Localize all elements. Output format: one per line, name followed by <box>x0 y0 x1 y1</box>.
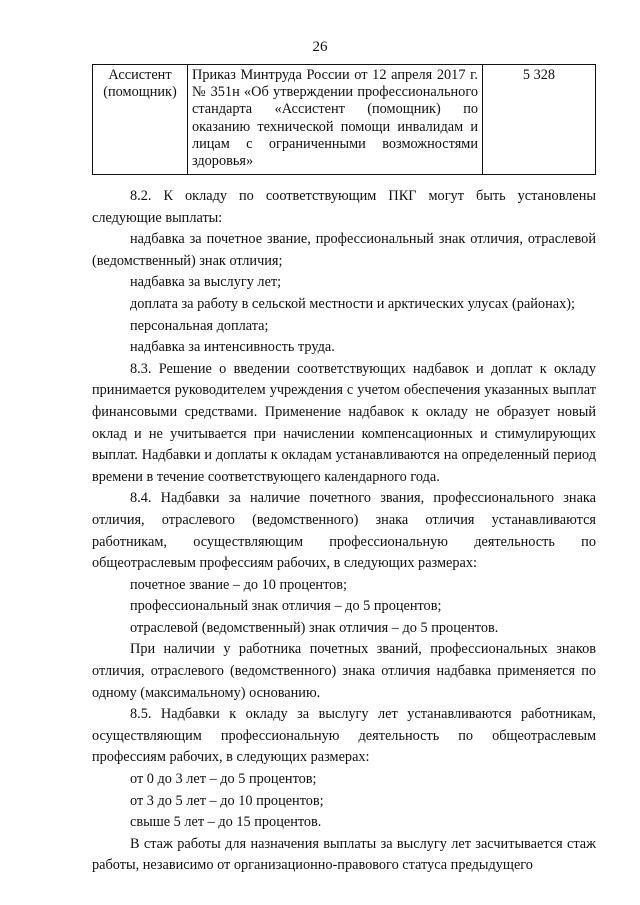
paragraph: 8.5. Надбавки к окладу за выслугу лет устанавливаются работникам, осуществляющим профессиональную деятельность по общеотраслевым профессиям рабочих, в следующих размерах: <box>92 706 596 766</box>
page-number: 26 <box>312 39 328 55</box>
paragraph: 8.3. Решение о введении соответствующих надбавок и доплат к окладу принимается руководителем учреждения с учетом обеспечения указанных выплат финансовыми средствами. Применение надбавок к окладу не образует новый оклад и не учитывается при начислении компенсационных и стимулирующих выплат. Надбавки и доплаты к окладам устанавливаются на определенный период времени в течение соответствующего календарного года. <box>92 360 596 485</box>
salary-cell: 5 328 <box>483 65 596 175</box>
paragraph: от 0 до 3 лет – до 5 процентов; <box>130 771 317 788</box>
table-row <box>93 65 596 175</box>
paragraph: надбавка за интенсивность труда. <box>130 339 335 356</box>
paragraph: почетное звание – до 10 процентов; <box>130 576 348 593</box>
body-text <box>92 186 596 877</box>
paragraph: профессиональный знак отличия – до 5 процентов; <box>130 598 442 615</box>
document-text: Приказ Минтруда России от 12 апреля 2017 г. № 351н «Об утверждении профессионального стандарта «Ассистент (помощник) по оказанию технической помощи инвалидам и лицам с ограниченными возможностями здоровья» <box>192 67 478 170</box>
paragraph: надбавка за выслугу лет; <box>130 274 282 291</box>
paragraph: При наличии у работника почетных званий, профессиональных знаков отличия, отраслевого (ведомственного) знака отличия надбавка применяется по одному (максимальному) основанию. <box>92 641 596 701</box>
paragraph: 8.2. К окладу по соответствующим ПКГ могут быть установлены следующие выплаты: <box>92 188 596 226</box>
paragraph: надбавка за почетное звание, профессиональный знак отличия, отраслевой (ведомственный) знак отличия; <box>92 231 596 269</box>
paragraph: 8.4. Надбавки за наличие почетного звания, профессионального знака отличия, отраслевого (ведомственного) знака отличия устанавливаются работникам, осуществляющим профессиональную деятельность по общеотраслевым профессиям рабочих, в следующих размерах: <box>92 490 596 572</box>
paragraph: доплата за работу в сельской местности и арктических улусах (районах); <box>130 295 575 312</box>
paragraph: персональная доплата; <box>130 317 269 334</box>
paragraph: В стаж работы для назначения выплаты за выслугу лет засчитывается стаж работы, независимо от организационно-правового статуса предыдущего <box>92 835 596 874</box>
paragraph: свыше 5 лет – до 15 процентов. <box>130 814 322 831</box>
document-cell <box>188 65 483 175</box>
position-cell: Ассистент (помощник) <box>93 65 188 175</box>
paragraph: отраслевой (ведомственный) знак отличия – до 5 процентов. <box>130 619 499 636</box>
paragraph: от 3 до 5 лет – до 10 процентов; <box>130 792 324 809</box>
salary-table <box>92 64 596 175</box>
